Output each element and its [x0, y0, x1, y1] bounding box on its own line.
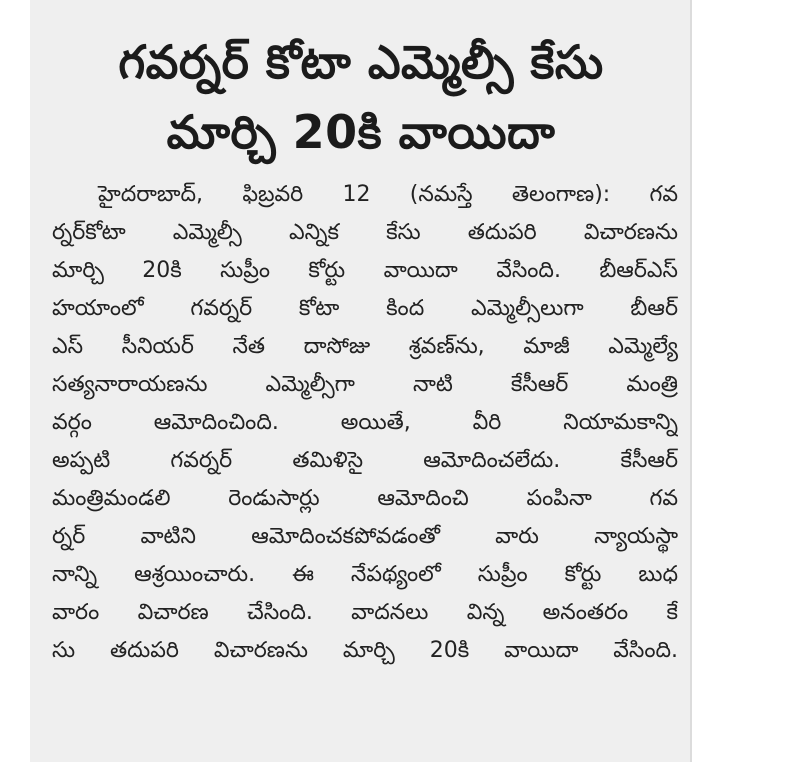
body-line: వారం విచారణ చేసింది. వాదనలు విన్న అనంతరం కే: [52, 600, 678, 625]
newspaper-clipping: [30, 0, 692, 762]
body-line: ర్నర్‌కోటా ఎమ్మెల్సీ ఎన్నిక కేసు తదుపరి విచారణను: [52, 220, 678, 245]
headline-line-1: గవర్నర్ కోటా ఎమ్మెల్సీ కేసు: [118, 35, 604, 89]
body-line: సత్యనారాయణను ఎమ్మెల్సీగా నాటి కేసీఆర్ మంత్రి: [52, 372, 678, 397]
body-line: సు తదుపరి విచారణను మార్చి 20కి వాయిదా వేసింది.: [52, 638, 678, 663]
article-body: [52, 176, 678, 670]
body-line: మార్చి 20కి సుప్రీం కోర్టు వాయిదా వేసింది. బీఆర్‌ఎస్: [52, 258, 678, 283]
body-line: వర్గం ఆమోదించింది. అయితే, వీరి నియామకాన్ని: [52, 410, 678, 435]
headline-line-2: మార్చి 20కి వాయిదా: [166, 105, 556, 159]
body-line: హైదరాబాద్, ఫిబ్రవరి 12 (నమస్తే తెలంగాణ): గవ: [98, 182, 678, 207]
body-line: ర్నర్ వాటిని ఆమోదించకపోవడంతో వారు న్యాయస్థా: [52, 524, 678, 549]
body-line: మంత్రిమండలి రెండుసార్లు ఆమోదించి పంపినా గవ: [52, 486, 678, 511]
body-line: ఎస్ సీనియర్ నేత దాసోజు శ్రవణ్‌ను, మాజీ ఎమ్మెల్యే: [52, 334, 678, 359]
body-line: హయాంలో గవర్నర్ కోటా కింద ఎమ్మెల్సీలుగా బీఆర్: [52, 296, 678, 321]
body-line: నాన్ని ఆశ్రయించారు. ఈ నేపథ్యంలో సుప్రీం కోర్టు బుధ: [52, 562, 678, 587]
body-line: అప్పటి గవర్నర్ తమిళిసై ఆమోదించలేదు. కేసీఆర్: [52, 448, 678, 473]
